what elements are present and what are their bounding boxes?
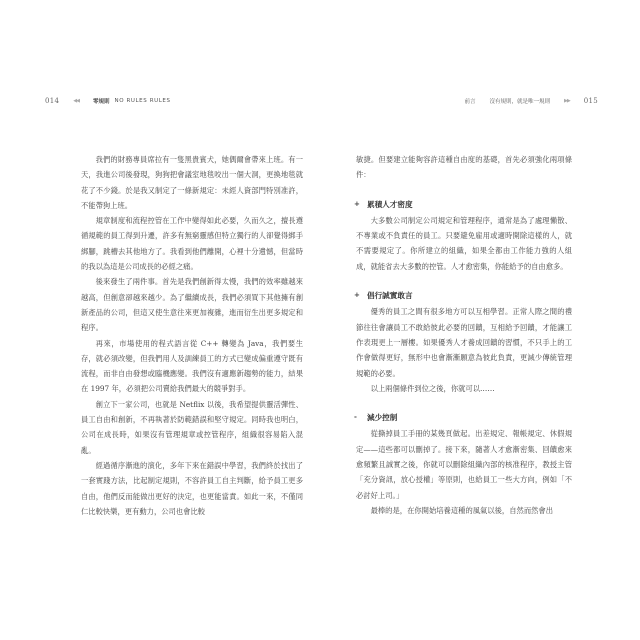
double-arrow-right-icon: ▶▶ — [564, 98, 570, 104]
paragraph: 經過循序漸進的演化，多年下來在錯誤中學習，我們終於找出了一套實踐方法，比起制定規則，不容許員工自主判斷，給予員工更多自由，他們反而能做出更好的決定，也更能當責。如此一來，不僅同仁比較快樂，更有動力，公司也會比較 — [81, 460, 303, 516]
right-running-header — [465, 97, 599, 105]
paragraph: 創立下一家公司，也就是 Netflix 以後，我希望提供靈活彈性、員工自由和創新，不再執著於防範錯誤和堅守規定。同時我也明白，公司在成長時，如果沒有管理規章或控管程序，組織很容易陷入混亂。 — [81, 399, 303, 455]
paragraph: 從撕掉員工手冊的某幾頁做起。出差規定、報帳規定、休假規定——這些都可以刪掉了。接下來，隨著人才愈漸密集、回饋愈來愈頻繁且誠實之後，你就可以刪除組織內部的核准程序，教授主管「充分資訊，放心授權」等原則，也給員工一些大方向，例如「不必討好上司。」 — [356, 429, 572, 500]
book-title-zh: 零規則 — [92, 99, 110, 105]
paragraph: 大多數公司制定公司規定和管理程序，通常是為了處理懶散、不專業或不負責任的員工。只要避免雇用或適時開除這樣的人，就不需要規定了。你所建立的組織，如果全都由工作能力強的人組成，就能省去大多數的控管。人才愈密集，你能給予的自由愈多。 — [356, 215, 572, 271]
page-number: 015 — [583, 97, 598, 105]
plus-bullet-icon: + — [354, 291, 360, 300]
paragraph: 優秀的員工之間有很多地方可以互相學習。正常人際之間的禮節往往會讓員工不敢給彼此必要的回饋，互相給予回饋，才能讓工作表現更上一層樓。如果優秀人才養成回饋的習慣，不只手上的工作會做得更好，無形中也會漸漸願意為彼此負責，更減少傳統管理規範的必要。 — [356, 307, 572, 378]
section-heading-text: 倡行誠實敢言 — [367, 291, 413, 301]
section-heading-text: 減少控制 — [367, 413, 398, 423]
plus-bullet-icon: + — [354, 199, 360, 208]
paragraph: 再來，市場使用的程式語言從 C++ 轉變為 Java，我們要生存，就必須改變，但我們用人及訓練員工的方式已變成偏重遵守既有流程，而非自由發想或臨機應變。我們沒有適應新趨勢的能力，結果在 1997 年，必須把公司賣給我們最大的競爭對手。 — [81, 338, 303, 394]
paragraph: 我們的財務專員席拉有一隻黑貴賓犬，她偶爾會帶來上班。有一天，我進公司後發現，狗狗把會議室地毯咬出一個大洞，更換地毯就花了不少錢。於是我又制定了一條新規定：未經人資部門特別准許，不能帶狗上班。 — [81, 155, 303, 210]
paragraph: 規章制度和流程控管在工作中變得如此必要，久而久之，擅長遵循規範的員工得到升遷，許多有無窮靈感但特立獨行的人卻覺得綁手綁腳，跳槽去其他地方了。我看到他們離開，心裡十分遺憾，但當時的我以為這是公司成長的必經之痛。 — [81, 216, 303, 272]
chapter-title: 沒有規則，就是唯一規則 — [489, 99, 551, 105]
right-body-text — [356, 152, 572, 518]
section-heading — [354, 410, 572, 425]
paragraph: 以上兩個條件到位之後，你就可以…… — [370, 383, 495, 393]
paragraph: 敏捷。但要建立能夠容許這種自由度的基礎，首先必須強化兩項條件： — [356, 155, 572, 180]
left-body-text — [81, 152, 303, 519]
section-heading-text: 累積人才密度 — [367, 199, 413, 209]
paragraph: 後來發生了兩件事。首先是我們創新得太慢，我們的效率雖越來越高，但創意卻越來越少。為了繼續成長，我們必須買下其他擁有創新產品的公司，但這又使生意往來更加複雜，進而衍生出更多規定和程序。 — [81, 277, 303, 333]
double-arrow-left-icon: ◀◀ — [73, 98, 79, 104]
minus-bullet-icon: - — [354, 413, 357, 422]
chapter-label: 前言 — [464, 99, 476, 105]
section-heading — [354, 288, 572, 303]
right-page — [320, 0, 640, 640]
page-number: 014 — [45, 97, 60, 105]
book-title-en: NO RULES RULES — [114, 98, 171, 104]
paragraph: 最棒的是，在你開始培養這種的風氣以後，自然而然會出 — [370, 505, 554, 515]
section-heading — [354, 197, 572, 212]
left-running-header — [45, 97, 171, 105]
